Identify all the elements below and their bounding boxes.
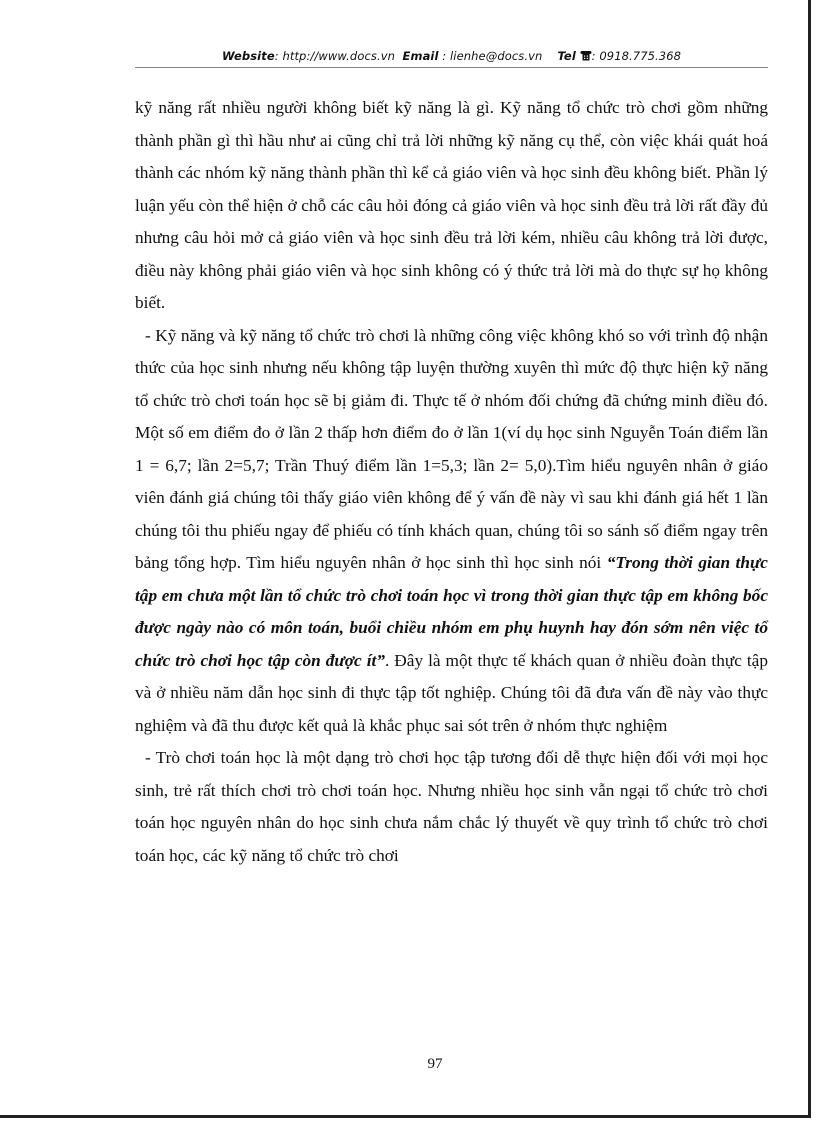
page-header bbox=[135, 49, 768, 64]
paragraph-2-start: - Kỹ năng và kỹ năng tổ chức trò chơi là những công việc không khó so với trình độ nhận thức của học sinh nhưng nếu không tập luyện thường xuyên thì mức độ thực hiện kỹ năng tổ chức trò chơi toán học sẽ bị giảm đi. Thực tế ở nhóm đối chứng đã chứng minh điều đó. Một số em điểm đo ở lần 2 thấp hơn điểm đo ở lần 1(ví dụ học sinh Nguyễn Toán điểm lần 1 = 6,7; lần 2=5,7; Trần Thuý điểm lần 1=5,3; lần 2= 5,0).Tìm hiểu nguyên nhân ở giáo viên đánh giá chúng tôi thấy giáo viên không để ý vấn đề này vì sau khi đánh giá hết 1 lần chúng tôi thu phiếu ngay để phiếu có tính khách quan, chúng tôi so sánh số điểm ngay trên bảng tổng hợp. Tìm hiểu nguyên nhân ở học sinh thì học sinh nói bbox=[135, 325, 768, 572]
header-divider bbox=[135, 67, 768, 68]
website-value: : http://www.docs.vn bbox=[274, 49, 396, 63]
tel-value: : 0918.775.368 bbox=[591, 49, 682, 63]
student-quote: “Trong thời gian thực tập em chưa một lần tổ chức trò chơi toán học vì trong thời gian thực tập em không bốc được ngày nào có môn toán, buổi chiều nhóm em phụ huynh hay đón sớm nên việc tổ chức trò chơi học tập còn được ít” bbox=[135, 553, 768, 670]
paragraph-3: - Trò chơi toán học là một dạng trò chơi học tập tương đối dễ thực hiện đối với mọi học sinh, trẻ rất thích chơi trò chơi toán học. Nhưng nhiều học sinh vẫn ngại tổ chức trò chơi toán học nguyên nhân do học sinh chưa nắm chắc lý thuyết về quy trình tổ chức trò chơi toán học, các kỹ năng tổ chức trò chơi bbox=[135, 748, 768, 865]
email-value: : lienhe@docs.vn bbox=[438, 49, 543, 63]
paragraph-2-end: . Đây là một thực tế khách quan ở nhiều đoàn thực tập và ở nhiều năm dẫn học sinh đi thực tập tốt nghiệp. Chúng tôi đã đưa vấn đề này vào thực nghiệm và đã thu được kết quả là khắc phục sai sót trên ở nhóm thực nghiệm bbox=[135, 650, 768, 735]
tel-label: Tel bbox=[557, 49, 576, 63]
website-label: Website bbox=[221, 49, 275, 63]
page-number: 97 bbox=[427, 1056, 443, 1072]
document-body bbox=[135, 92, 768, 872]
paragraph-2 bbox=[135, 320, 768, 743]
phone-icon bbox=[580, 50, 592, 64]
paragraph-1: kỹ năng rất nhiều người không biết kỹ năng là gì. Kỹ năng tổ chức trò chơi gồm những thành phần gì thì hầu như ai cũng chỉ trả lời những kỹ năng cụ thể, còn việc khái quát hoá thành các nhóm kỹ năng thành phần thì kể cả giáo viên và học sinh đều không biết. Phần lý luận yếu còn thể hiện ở chỗ các câu hỏi đóng cả giáo viên và học sinh đều trả lời rất đầy đủ nhưng câu hỏi mở cả giáo viên và học sinh đều trả lời kém, nhiều câu không trả lời được, điều này không phải giáo viên và học sinh không có ý thức trả lời mà do thực sự họ không biết. bbox=[135, 98, 768, 312]
email-label: Email bbox=[402, 49, 439, 63]
